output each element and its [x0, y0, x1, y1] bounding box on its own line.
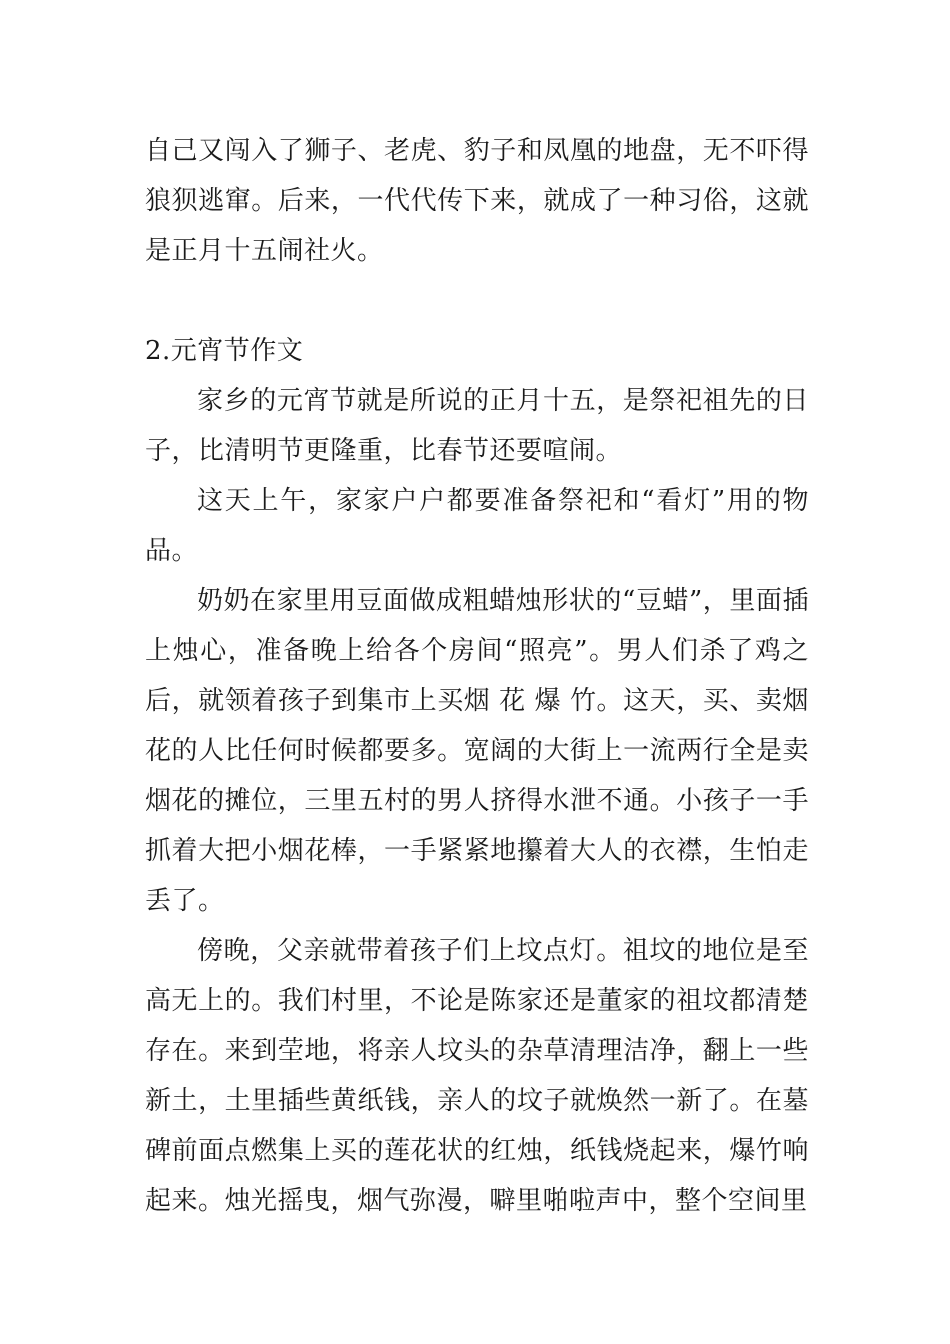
- section-heading: 2.元宵节作文: [145, 336, 304, 366]
- document-body: [145, 126, 809, 1226]
- paragraph-5: 傍晚，父亲就带着孩子们上坟点灯。祖坟的地位是至高无上的。我们村里，不论是陈家还是董家的祖坟都清楚存在。来到茔地，将亲人坟头的杂草清理洁净，翻上一些新土，土里插些黄纸钱，亲人的坟子就焕然一新了。在墓碑前面点燃集上买的莲花状的红烛，纸钱烧起来，爆竹响起来。烛光摇曳，烟气弥漫，噼里啪啦声中，整个空间里: [145, 936, 809, 1216]
- paragraph-3: 这天上午，家家户户都要准备祭祀和“看灯”用的物品。: [145, 486, 809, 566]
- paragraph-4: 奶奶在家里用豆面做成粗蜡烛形状的“豆蜡”，里面插上烛心，准备晚上给各个房间“照亮”。男人们杀了鸡之后，就领着孩子到集市上买烟 花 爆 竹。这天，买、卖烟花的人比任何时候都要多。宽阔的大街上一流两行全是卖烟花的摊位，三里五村的男人挤得水泄不通。小孩子一手抓着大把小烟花棒，一手紧紧地攥着大人的衣襟，生怕走丢了。: [145, 586, 809, 916]
- paragraph-1: 自己又闯入了狮子、老虎、豹子和凤凰的地盘，无不吓得狼狈逃窜。后来，一代代传下来，就成了一种习俗，这就是正月十五闹社火。: [145, 136, 809, 266]
- paragraph-2: 家乡的元宵节就是所说的正月十五，是祭祀祖先的日子，比清明节更隆重，比春节还要喧闹。: [145, 386, 809, 466]
